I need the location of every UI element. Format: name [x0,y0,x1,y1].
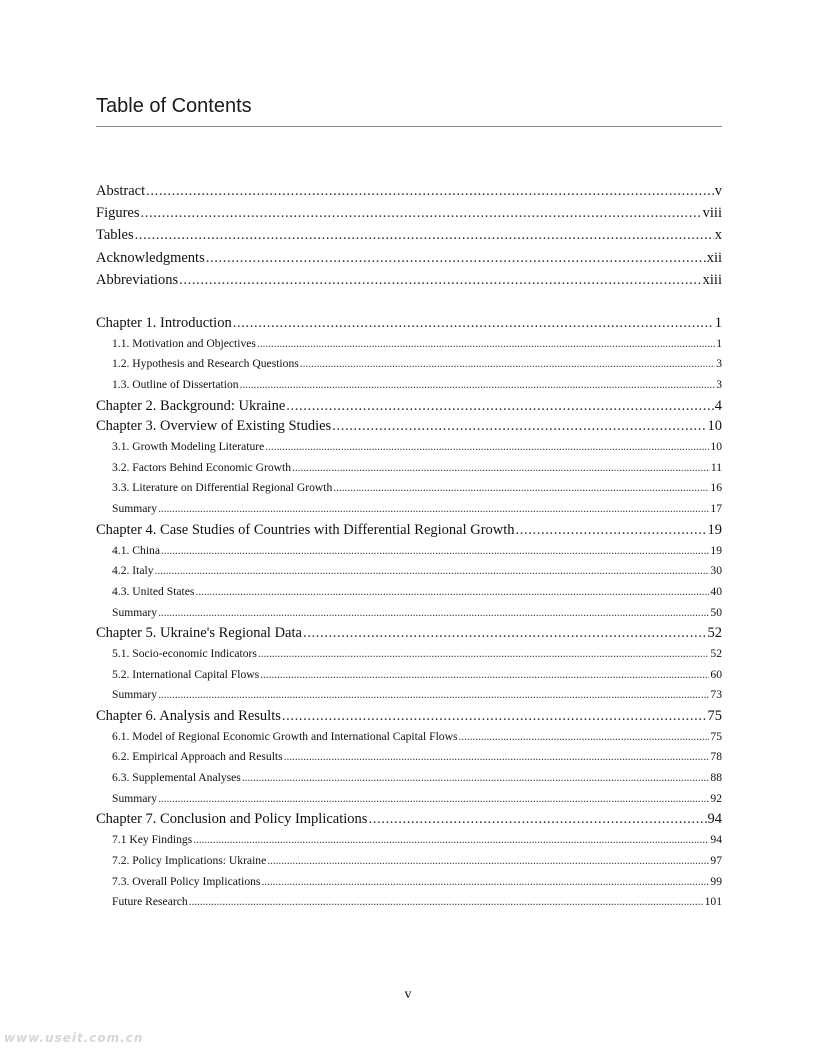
toc-entry-title: Acknowledgments [96,249,205,266]
dot-leader [193,830,709,851]
chapter-entry[interactable] [96,396,722,417]
toc-entry-title: Chapter 1. Introduction [96,314,232,331]
toc-entry-title: 7.1 Key Findings [112,833,193,847]
dot-leader [258,644,710,665]
dot-leader [233,313,714,334]
page-number: v [404,987,412,1002]
toc-entry-page-number: 101 [704,895,722,909]
toc-entry-title: 3.2. Factors Behind Economic Growth [112,460,292,474]
chapter-entry[interactable] [96,416,722,437]
dot-leader [206,247,706,269]
toc-entry-title: Chapter 2. Background: Ukraine [96,397,286,414]
toc-entry-page-number: 78 [710,750,722,764]
toc-entry-title: 6.3. Supplemental Analyses [112,771,241,785]
section-entry[interactable] [96,561,722,582]
section-entry[interactable] [96,789,722,810]
front-matter-entry[interactable] [96,247,722,269]
page-title: Table of Contents [96,95,252,117]
toc-entry-page-number: 97 [710,853,722,867]
front-matter-list [96,180,722,291]
dot-leader [368,809,706,830]
toc-entry-title: 3.3. Literature on Differential Regional Growth [112,481,333,495]
dot-leader [158,603,709,624]
section-entry[interactable] [96,851,722,872]
dot-leader [300,354,715,375]
toc-entry-title: Summary [112,688,158,702]
dot-leader [257,334,715,355]
table-of-contents [96,180,722,913]
toc-entry-title: Summary [112,791,158,805]
dot-leader [265,437,709,458]
section-entry[interactable] [96,665,722,686]
toc-entry-title: 4.2. Italy [112,564,154,578]
section-entry[interactable] [96,499,722,520]
toc-entry-page-number: 99 [710,874,722,888]
toc-entry-page-number: 50 [710,605,722,619]
dot-leader [292,458,710,479]
toc-entry-page-number: 75 [710,729,722,743]
toc-entry-page-number: 60 [710,667,722,681]
chapter-entry[interactable] [96,313,722,334]
section-entry[interactable] [96,478,722,499]
dot-leader [242,768,710,789]
section-entry[interactable] [96,727,722,748]
section-entry[interactable] [96,768,722,789]
section-gap [96,291,722,313]
chapter-entry[interactable] [96,623,722,644]
dot-leader [158,789,709,810]
dot-leader [240,375,716,396]
dot-leader [195,582,709,603]
toc-entry-title: Chapter 4. Case Studies of Countries with Differential Regional Growth [96,521,515,538]
toc-entry-page-number: 40 [710,584,722,598]
toc-entry-title: 5.1. Socio-economic Indicators [112,646,257,660]
toc-entry-title: Tables [96,227,134,244]
front-matter-entry[interactable] [96,202,722,224]
title-divider [96,126,722,127]
toc-entry-title: 1.3. Outline of Dissertation [112,378,239,391]
toc-entry-title: Future Research [112,895,188,909]
dot-leader [179,269,702,291]
section-entry[interactable] [96,437,722,458]
toc-entry-page-number: v [714,183,722,199]
toc-entry-title: 3.1. Growth Modeling Literature [112,440,265,454]
front-matter-entry[interactable] [96,224,722,246]
chapter-entry[interactable] [96,520,722,541]
section-entry[interactable] [96,541,722,562]
toc-entry-title: 4.1. China [112,543,160,557]
toc-entry-page-number: xii [706,249,722,266]
section-entry[interactable] [96,334,722,355]
toc-entry-title: Chapter 3. Overview of Existing Studies [96,418,332,435]
toc-entry-page-number: 3 [716,378,722,391]
toc-entry-title: Abstract [96,183,146,199]
dot-leader [261,872,709,893]
toc-entry-title: 1.1. Motivation and Objectives [112,336,256,350]
dot-leader [333,478,709,499]
toc-entry-title: 6.1. Model of Regional Economic Growth and International Capital Flows [112,729,458,743]
section-entry[interactable] [96,872,722,893]
front-matter-entry[interactable] [96,180,722,202]
dot-leader [332,416,706,437]
section-entry[interactable] [96,354,722,375]
toc-entry-title: 6.2. Empirical Approach and Results [112,750,283,764]
chapter-entry[interactable] [96,706,722,727]
front-matter-entry[interactable] [96,269,722,291]
toc-entry-title: 7.2. Policy Implications: Ukraine [112,853,267,867]
toc-entry-title: Summary [112,502,158,516]
dot-leader [155,561,710,582]
toc-entry-page-number: 73 [710,688,722,702]
toc-entry-page-number: 4 [714,397,722,414]
toc-entry-page-number: 1 [716,336,722,350]
toc-entry-page-number: 88 [710,771,722,785]
toc-entry-title: Abbreviations [96,271,179,288]
section-entry[interactable] [96,747,722,768]
chapter-list [96,313,722,913]
toc-entry-page-number: 11 [710,460,722,474]
dot-leader [158,685,709,706]
toc-entry-title: 7.3. Overall Policy Implications [112,874,261,888]
toc-entry-page-number: 30 [710,564,722,578]
toc-entry-page-number: 16 [710,481,722,495]
dot-leader [267,851,709,872]
toc-entry-title: Chapter 5. Ukraine's Regional Data [96,625,302,642]
dot-leader [516,520,707,541]
toc-entry-page-number: x [714,227,722,244]
toc-entry-page-number: 92 [710,791,722,805]
dot-leader [286,396,713,417]
toc-entry-title: Summary [112,605,158,619]
toc-entry-title: 4.3. United States [112,584,195,598]
toc-entry-page-number: 75 [707,708,722,724]
toc-entry-title: Chapter 6. Analysis and Results [96,708,281,724]
dot-leader [282,706,707,727]
dot-leader [161,541,709,562]
toc-entry-page-number: 19 [707,521,722,538]
watermark: www.useit.com.cn [4,1031,144,1045]
section-entry[interactable] [96,603,722,624]
toc-entry-page-number: 10 [710,440,722,454]
section-entry[interactable] [96,830,722,851]
toc-entry-title: Chapter 7. Conclusion and Policy Implications [96,811,368,828]
toc-entry-page-number: 1 [714,314,722,331]
toc-entry-page-number: 52 [707,625,722,642]
toc-entry-title: 1.2. Hypothesis and Research Questions [112,357,299,371]
toc-entry-page-number: 3 [716,357,722,371]
section-entry[interactable] [96,892,722,913]
dot-leader [284,747,710,768]
section-entry[interactable] [96,644,722,665]
section-entry[interactable] [96,685,722,706]
toc-entry-title: 5.2. International Capital Flows [112,667,260,681]
toc-entry-page-number: 94 [710,833,722,847]
dot-leader [141,202,702,224]
dot-leader [146,180,714,202]
dot-leader [459,727,710,748]
section-entry[interactable] [96,458,722,479]
dot-leader [189,892,704,913]
toc-entry-page-number: viii [702,205,722,222]
dot-leader [135,224,714,246]
toc-entry-page-number: 19 [710,543,722,557]
toc-entry-page-number: xiii [702,271,722,288]
toc-entry-page-number: 17 [710,502,722,516]
dot-leader [158,499,709,520]
toc-entry-page-number: 52 [710,646,722,660]
section-entry[interactable] [96,375,722,396]
toc-entry-page-number: 94 [707,811,722,828]
dot-leader [303,623,707,644]
toc-entry-page-number: 10 [707,418,722,435]
toc-entry-title: Figures [96,205,140,222]
section-entry[interactable] [96,582,722,603]
dot-leader [260,665,709,686]
chapter-entry[interactable] [96,809,722,830]
